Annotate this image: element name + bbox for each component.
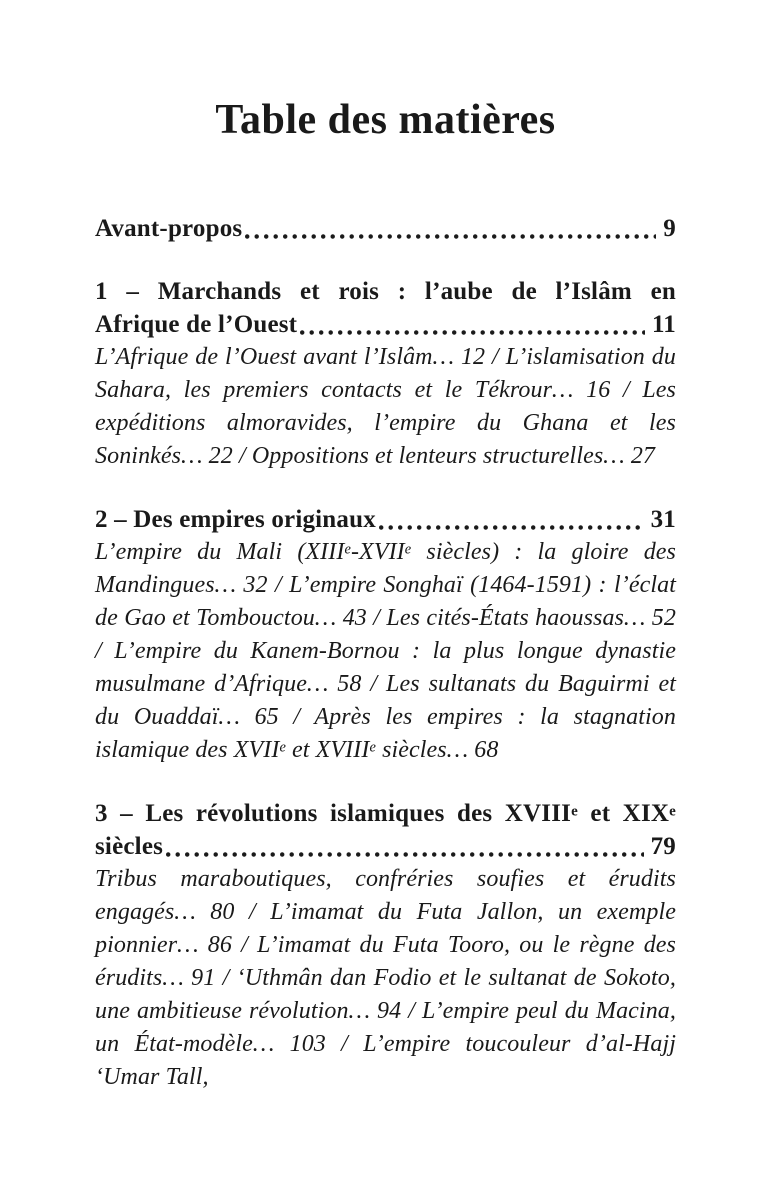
ordinal-suffix: e (669, 803, 676, 820)
chapter-title-line-1 (95, 275, 676, 308)
table-of-contents (95, 212, 676, 1094)
entry-label: 2 – Des empires originaux (95, 506, 376, 533)
description-text: siècles… 68 (375, 737, 499, 763)
chapter-description (95, 536, 676, 767)
description-text: L’empire du Mali (XIII (95, 539, 345, 565)
chapter-title-line-1 (95, 797, 676, 830)
page-number: 11 (651, 311, 676, 338)
dot-leader (245, 234, 656, 239)
page-number: 9 (663, 215, 676, 242)
toc-entry-chapter-3 (95, 797, 676, 1094)
entry-heading (95, 275, 676, 341)
page-number: 79 (650, 833, 676, 860)
entry-label: Afrique de l’Ouest (95, 311, 298, 338)
chapter-title-line-2 (95, 308, 676, 341)
page-number: 31 (650, 506, 676, 533)
dot-leader (166, 852, 644, 857)
ordinal-suffix: e (344, 541, 351, 558)
description-text: -XVII (350, 539, 405, 565)
ordinal-suffix: e (404, 541, 412, 558)
chapter-title-text: et XIX (577, 800, 670, 827)
page-title: Table des matières (215, 97, 556, 143)
ordinal-suffix: e (369, 739, 376, 756)
chapter-title-text: 1 – Marchands et rois : l’aube de l’Islâm en (95, 278, 676, 305)
entry-heading (95, 797, 676, 863)
toc-entry-avant-propos (95, 212, 676, 245)
chapter-title-text: 3 – Les révolutions islamiques des XVIII (95, 800, 572, 827)
description-text: et XVIII (285, 737, 370, 763)
chapter-title-line-2 (95, 830, 676, 863)
page-content (0, 94, 771, 1094)
ordinal-suffix: e (571, 803, 578, 820)
toc-entry-chapter-2 (95, 503, 676, 767)
entry-heading (95, 503, 676, 536)
entry-label: Avant-propos (95, 215, 243, 242)
dot-leader (379, 525, 644, 530)
entry-label: siècles (95, 833, 164, 860)
chapter-description: Tribus maraboutiques, confréries soufies et érudits engagés… 80 / L’imamat du Futa Jallon, un exemple pionnier… 86 / L’imamat du Futa Tooro, ou le règne des érudits… 91 / ‘Uthmân dan Fodio et le sultanat de Sokoto, une ambitieuse révolution… 94 / L’empire peul du Macina, un État-modèle… 103 / L’empire toucouleur d’al-Hajj ‘Umar Tall, (95, 866, 676, 1090)
dot-leader (300, 330, 645, 335)
toc-entry-chapter-1 (95, 275, 676, 473)
chapter-description: L’Afrique de l’Ouest avant l’Islâm… 12 / L’islamisation du Sahara, les premiers contacts et le Tékrour… 16 / Les expéditions almoravides, l’empire du Ghana et les Soninkés… 22 / Oppositions et lenteurs structurelles… 27 (95, 344, 676, 469)
ordinal-suffix: e (279, 739, 286, 756)
entry-heading (95, 212, 676, 245)
description-text: siècles) : la gloire des Mandingues… 32 / L’empire Songhaï (1464-1591) : l’éclat de Gao et Tombouctou… 43 / Les cités-États haoussas… 52 / L’empire du Kanem-Bornou : la plus longue dynastie musulmane d’Afrique… 58 / Les sultanats du Baguirmi et du Ouaddaï… 65 / Après les empires : la stagnation islamique des XVII (95, 539, 676, 763)
